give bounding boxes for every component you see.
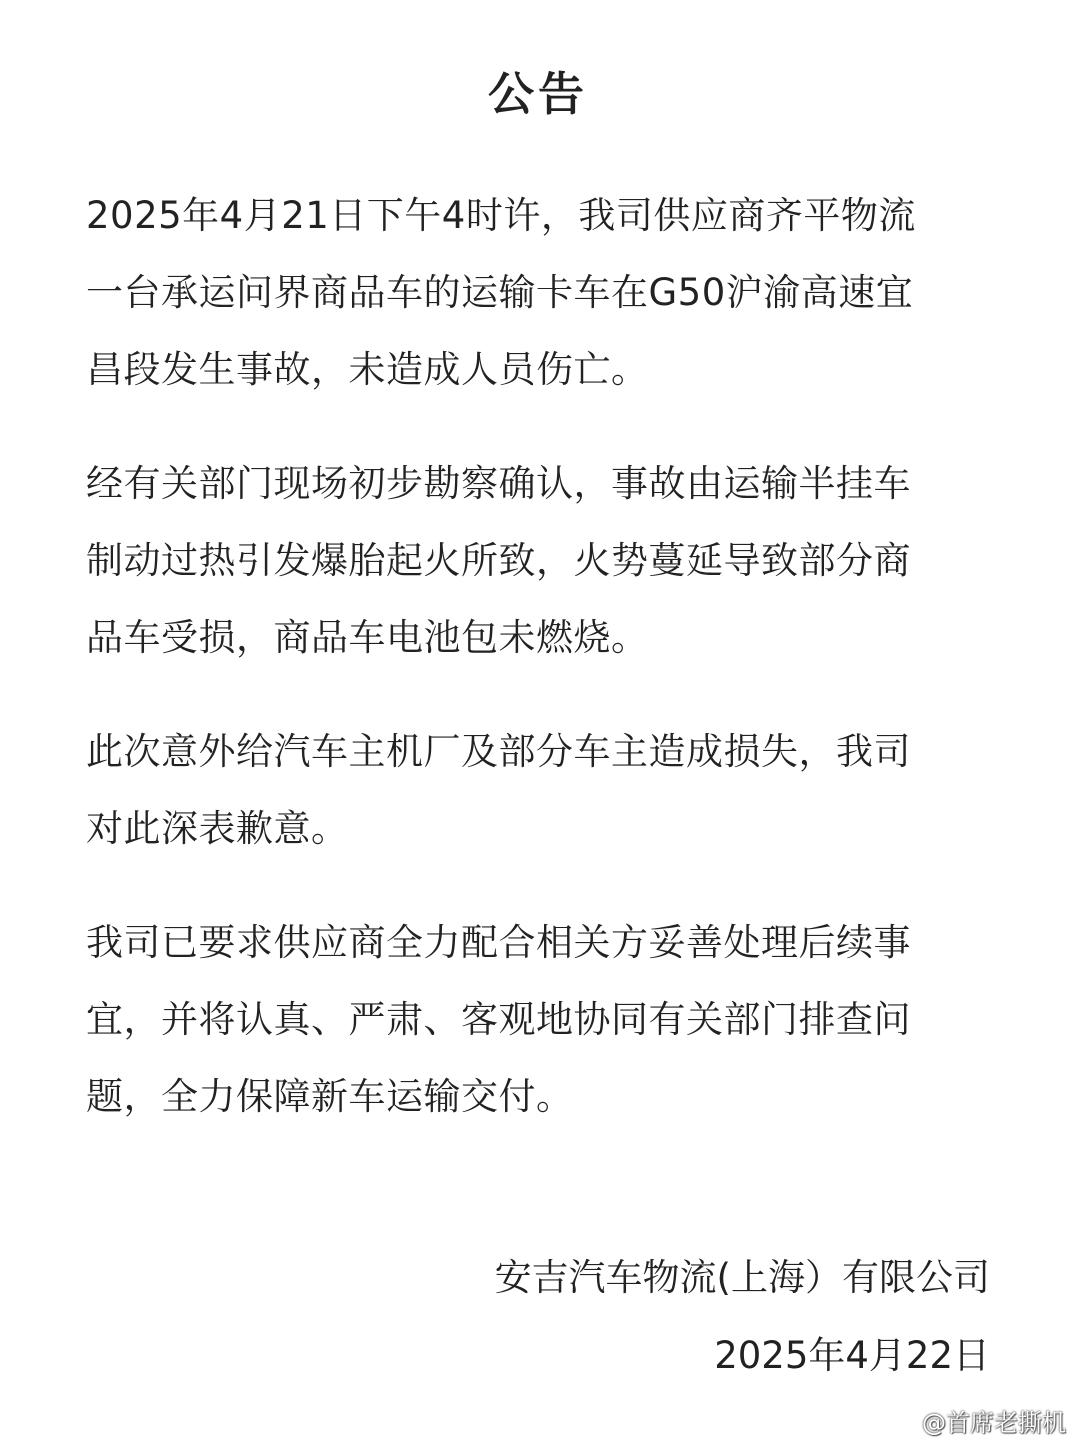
paragraph-line: 对此深表歉意。	[86, 807, 349, 850]
paragraph-line: 我司已要求供应商全力配合相关方妥善处理后续事	[86, 921, 911, 964]
announcement-date: 2025年4月22日	[714, 1334, 990, 1377]
paragraph-line: 宜，并将认真、严肃、客观地协同有关部门排查问	[86, 998, 911, 1041]
paragraph-line: 此次意外给汽车主机厂及部分车主造成损失，我司	[86, 730, 911, 773]
paragraph-3	[86, 713, 991, 867]
paragraph-line: 2025年4月21日下午4时许，我司供应商齐平物流	[86, 194, 916, 237]
paragraph-line: 昌段发生事故，未造成人员伤亡。	[86, 348, 649, 391]
paragraph-4	[86, 904, 991, 1135]
paragraph-line: 一台承运问界商品车的运输卡车在G50沪渝高速宜	[86, 271, 914, 314]
watermark-text: @首席老撕机	[922, 1409, 1066, 1437]
company-signature: 安吉汽车物流(上海）有限公司	[494, 1256, 990, 1299]
announcement-title: 公告	[488, 67, 588, 121]
announcement-body	[86, 177, 991, 1172]
paragraph-line: 题，全力保障新车运输交付。	[86, 1075, 574, 1118]
weibo-watermark	[884, 1406, 1066, 1440]
paragraph-2	[86, 445, 991, 676]
paragraph-1	[86, 177, 991, 408]
paragraph-line: 经有关部门现场初步勘察确认，事故由运输半挂车	[86, 462, 911, 505]
paragraph-line: 品车受损，商品车电池包未燃烧。	[86, 616, 649, 659]
weibo-icon	[884, 1409, 918, 1437]
paragraph-line: 制动过热引发爆胎起火所致，火势蔓延导致部分商	[86, 539, 911, 582]
